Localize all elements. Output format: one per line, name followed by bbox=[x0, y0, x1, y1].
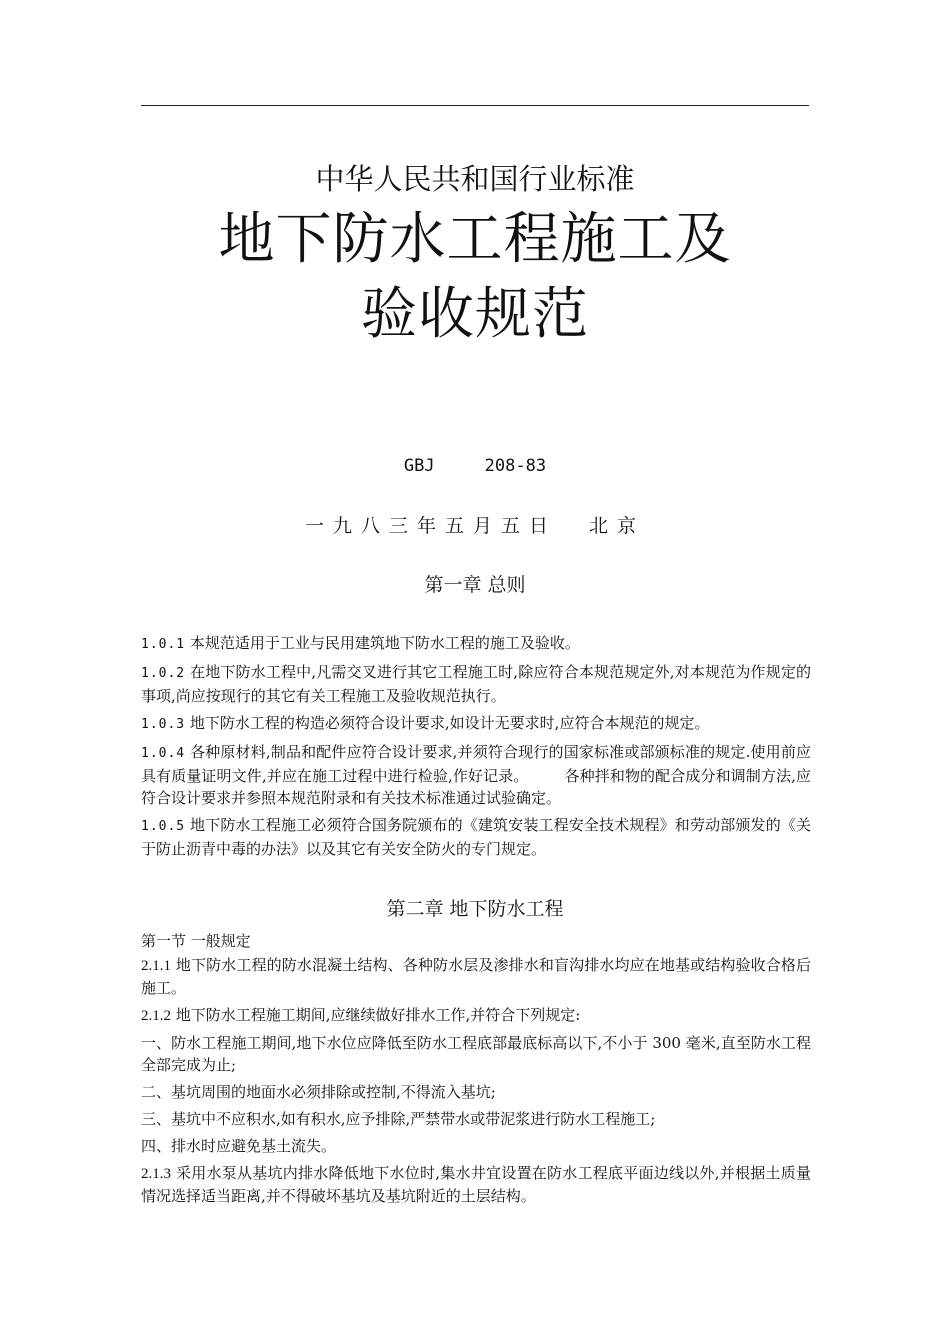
clause-text: 地下防水工程的构造必须符合设计要求,如设计无要求时,应符合本规范的规定。 bbox=[185, 714, 710, 732]
clause-number: 2.1.3 bbox=[141, 1166, 171, 1182]
sub-item-text: 三、基坑中不应积水,如有积水,应予排除,严禁带水或带泥浆进行防水工程施工; bbox=[141, 1110, 656, 1128]
standard-code bbox=[0, 455, 950, 477]
clause-number: 2.1.1 bbox=[141, 958, 171, 974]
clause-1-0-1 bbox=[141, 632, 811, 656]
standard-subtitle: 中华人民共和国行业标准 bbox=[315, 162, 635, 196]
issue-date: 一九八三年五月五日 bbox=[304, 515, 557, 537]
clause-text-continued: 各种拌和物的配合成分和调制方法,应符合设计要求并参照本规范附录和有关技术标准通过试验确定。 bbox=[141, 767, 811, 807]
clause-number: 1.0.4 bbox=[141, 746, 186, 761]
clause-text: 地下防水工程的防水混凝土结构、各种防水层及渗排水和盲沟排水均应在地基或结构验收合格后施工。 bbox=[141, 956, 811, 997]
sub-item-4 bbox=[141, 1135, 811, 1157]
issue-place: 北京 bbox=[589, 515, 646, 537]
clause-1-0-4 bbox=[141, 741, 811, 809]
chapter-2-body bbox=[141, 930, 811, 1212]
clause-number: 1.0.2 bbox=[141, 666, 186, 681]
standard-code-prefix: GBJ bbox=[403, 456, 435, 476]
document-title-line-1: 地下防水工程施工及 bbox=[218, 207, 732, 272]
sub-item-2 bbox=[141, 1081, 811, 1103]
clause-2-1-2 bbox=[141, 1004, 811, 1027]
clause-1-0-3 bbox=[141, 712, 811, 736]
standard-code-number: 208-83 bbox=[484, 456, 547, 476]
chapter-1-body bbox=[141, 632, 811, 865]
clause-number: 1.0.5 bbox=[141, 819, 186, 834]
sub-item-1 bbox=[141, 1032, 811, 1076]
sub-item-text: 一、防水工程施工期间,地下水位应降低至防水工程底部最底标高以下,不小于 300 毫米,直至防水工程全部完成为止; bbox=[141, 1034, 811, 1074]
clause-text: 在地下防水工程中,凡需交叉进行其它工程施工时,除应符合本规范规定外,对本规范为作规定的事项,尚应按现行的其它有关工程施工及验收规范执行。 bbox=[141, 663, 811, 705]
clause-1-0-5 bbox=[141, 814, 811, 860]
top-rule bbox=[141, 105, 809, 106]
date-and-place bbox=[0, 514, 950, 538]
section-1-title: 第一节 一般规定 bbox=[141, 932, 251, 950]
clause-number: 2.1.2 bbox=[141, 1008, 171, 1024]
sub-item-text: 四、排水时应避免基土流失。 bbox=[141, 1137, 337, 1155]
clause-number: 1.0.1 bbox=[141, 637, 186, 652]
clause-2-1-3 bbox=[141, 1162, 811, 1207]
clause-1-0-2 bbox=[141, 661, 811, 707]
document-title-line-2: 验收规范 bbox=[361, 282, 589, 347]
clause-text: 地下防水工程施工必须符合国务院颁布的《建筑安装工程安全技术规程》和劳动部颁发的《关于防止沥青中毒的办法》以及其它有关安全防火的专门规定。 bbox=[141, 816, 811, 858]
clause-text: 各种原材料,制品和配件应符合设计要求,并须符合现行的国家标准或部颁标准的规定.使用前应具有质量证明文件,并应在施工过程中进行检验,作好记录。 bbox=[141, 743, 811, 785]
clause-number: 1.0.3 bbox=[141, 717, 186, 732]
chapter-2-title: 第二章 地下防水工程 bbox=[386, 898, 564, 920]
clause-text: 采用水泵从基坑内排水降低地下水位时,集水井宜设置在防水工程底平面边线以外,并根据土质量情况选择适当距离,并不得破坏基坑及基坑附近的土层结构。 bbox=[141, 1164, 811, 1205]
chapter-1-title: 第一章 总则 bbox=[424, 574, 526, 596]
sub-item-3 bbox=[141, 1108, 811, 1130]
clause-2-1-1 bbox=[141, 954, 811, 999]
sub-item-text: 二、基坑周围的地面水必须排除或控制,不得流入基坑; bbox=[141, 1083, 496, 1101]
clause-text: 地下防水工程施工期间,应继续做好排水工作,并符合下列规定: bbox=[171, 1006, 581, 1024]
clause-text: 本规范适用于工业与民用建筑地下防水工程的施工及验收。 bbox=[185, 634, 580, 652]
